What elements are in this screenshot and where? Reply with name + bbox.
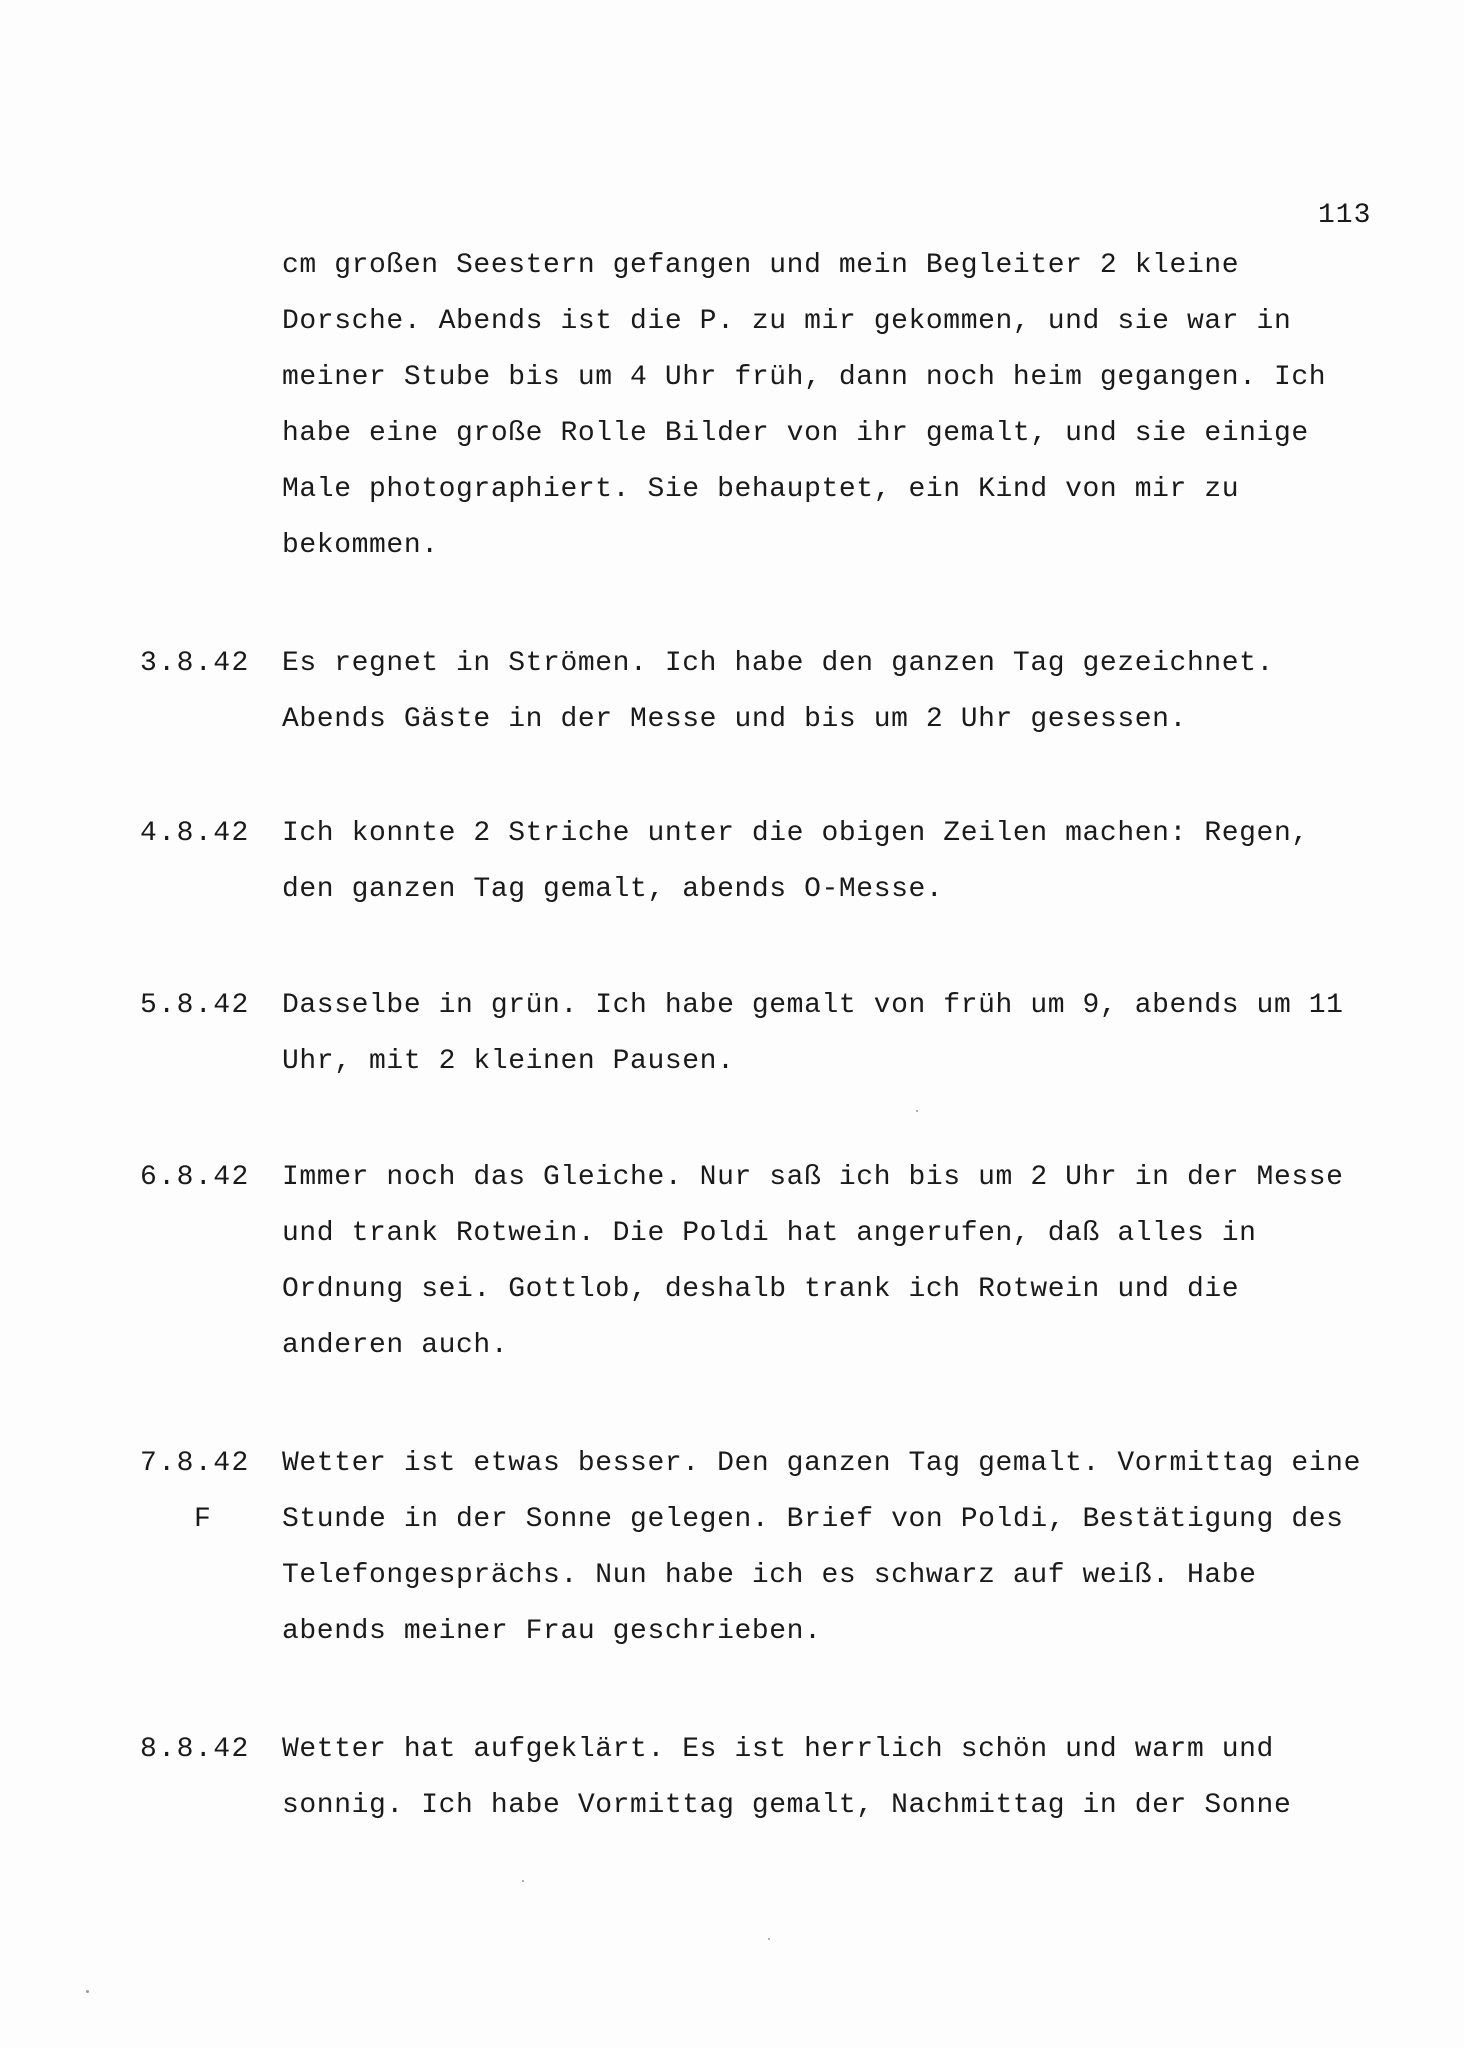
text-line: den ganzen Tag gemalt, abends O-Messe.: [282, 874, 944, 905]
text-line: Abends Gäste in der Messe und bis um 2 Uhr gesessen.: [282, 704, 1187, 735]
text-line: Wetter ist etwas besser. Den ganzen Tag gemalt. Vormittag eine: [282, 1448, 1361, 1479]
text-line: Wetter hat aufgeklärt. Es ist herrlich schön und warm und: [282, 1734, 1274, 1765]
scan-speck: [522, 1880, 524, 1882]
text-line: Ordnung sei. Gottlob, deshalb trank ich Rotwein und die: [282, 1274, 1240, 1305]
entry-date: 5.8.42: [140, 990, 250, 1021]
page-number: 113: [1318, 200, 1372, 231]
text-line: Uhr, mit 2 kleinen Pausen.: [282, 1046, 735, 1077]
entry-date: 8.8.42: [140, 1734, 250, 1765]
text-line: Dorsche. Abends ist die P. zu mir gekommen, und sie war in: [282, 306, 1292, 337]
text-line: abends meiner Frau geschrieben.: [282, 1616, 822, 1647]
text-line: und trank Rotwein. Die Poldi hat angerufen, daß alles in: [282, 1218, 1257, 1249]
text-line: habe eine große Rolle Bilder von ihr gemalt, und sie einige: [282, 418, 1309, 449]
text-line: cm großen Seestern gefangen und mein Begleiter 2 kleine: [282, 250, 1240, 281]
entry-date: 6.8.42: [140, 1162, 250, 1193]
text-line: meiner Stube bis um 4 Uhr früh, dann noch heim gegangen. Ich: [282, 362, 1327, 393]
text-line: anderen auch.: [282, 1330, 509, 1361]
text-line: Immer noch das Gleiche. Nur saß ich bis um 2 Uhr in der Messe: [282, 1162, 1344, 1193]
text-line: Dasselbe in grün. Ich habe gemalt von früh um 9, abends um 11: [282, 990, 1344, 1021]
entry-date: 7.8.42: [140, 1448, 250, 1479]
text-line: Telefongesprächs. Nun habe ich es schwarz auf weiß. Habe: [282, 1560, 1257, 1591]
entry-date: 3.8.42: [140, 648, 250, 679]
text-line: Ich konnte 2 Striche unter die obigen Zeilen machen: Regen,: [282, 818, 1309, 849]
scan-speck: [86, 1990, 89, 1993]
scan-speck: [916, 1110, 918, 1112]
entry-date: 4.8.42: [140, 818, 250, 849]
text-line: Es regnet in Strömen. Ich habe den ganzen Tag gezeichnet.: [282, 648, 1274, 679]
text-line: bekommen.: [282, 530, 439, 561]
scan-speck: [768, 1938, 770, 1940]
entry-marker: F: [194, 1504, 211, 1535]
text-line: Male photographiert. Sie behauptet, ein Kind von mir zu: [282, 474, 1240, 505]
text-line: sonnig. Ich habe Vormittag gemalt, Nachmittag in der Sonne: [282, 1790, 1292, 1821]
text-line: Stunde in der Sonne gelegen. Brief von Poldi, Bestätigung des: [282, 1504, 1344, 1535]
